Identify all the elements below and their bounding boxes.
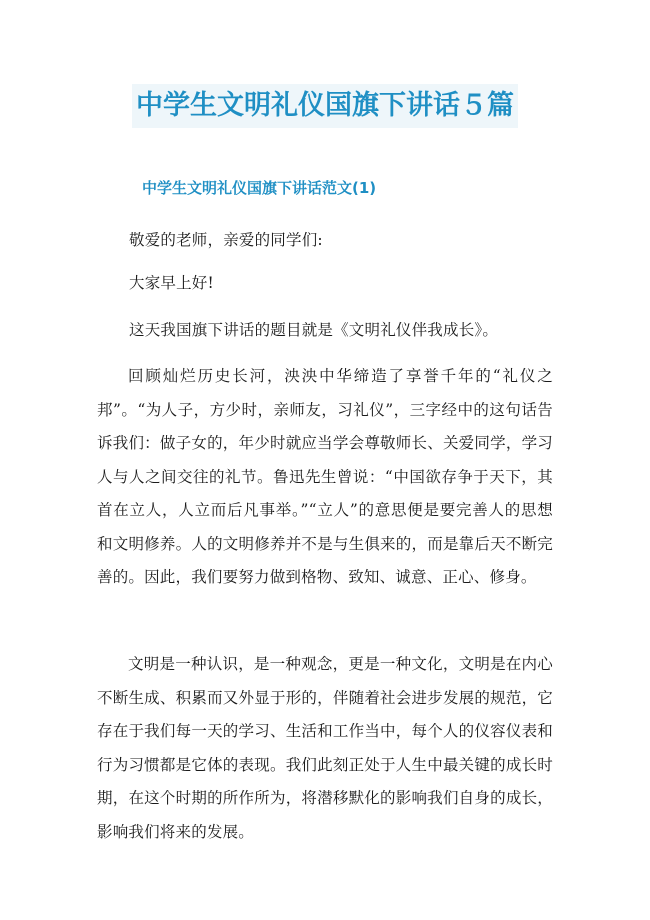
history-paragraph: 回顾灿烂历史长河，泱泱中华缔造了享誉千年的“礼仪之邦”。“为人子，方少时，亲师友，习礼仪”，三字经中的这句话告诉我们：做子女的，年少时就应当学会尊敬师长、关爱同学，学习人与人之间交往的礼节。鲁迅先生曾说：“中国欲存争于天下，其首在立人，人立而后凡事举。”“立人”的意思便是要完善人的思想和文明修养。人的文明修养并不是与生俱来的，而是靠后天不断完善的。因此，我们要努力做到格物、致知、诚意、正心、修身。 — [97, 367, 553, 586]
intro-paragraph: 这天我国旗下讲话的题目就是《文明礼仪伴我成长》。 — [129, 321, 499, 339]
document-title — [0, 84, 650, 128]
salutation-paragraph: 敬爱的老师，亲爱的同学们: — [129, 231, 323, 249]
section-title: 中学生文明礼仪国旗下讲话范文(1) — [142, 179, 377, 197]
civility-paragraph: 文明是一种认识，是一种观念，更是一种文化，文明是在内心不断生成、积累而又外显于形的，伴随着社会进步发展的规范，它存在于我们每一天的学习、生活和工作当中，每个人的仪容仪表和行为习惯都是它体的表现。我们此刻正处于人生中最关键的成长时期，在这个时期的所作所为，将潜移默化的影响我们自身的成长，影响我们将来的发展。 — [97, 655, 553, 841]
greeting-paragraph: 大家早上好! — [129, 274, 214, 292]
document-title-text: 中学生文明礼仪国旗下讲话５篇 — [132, 84, 518, 128]
